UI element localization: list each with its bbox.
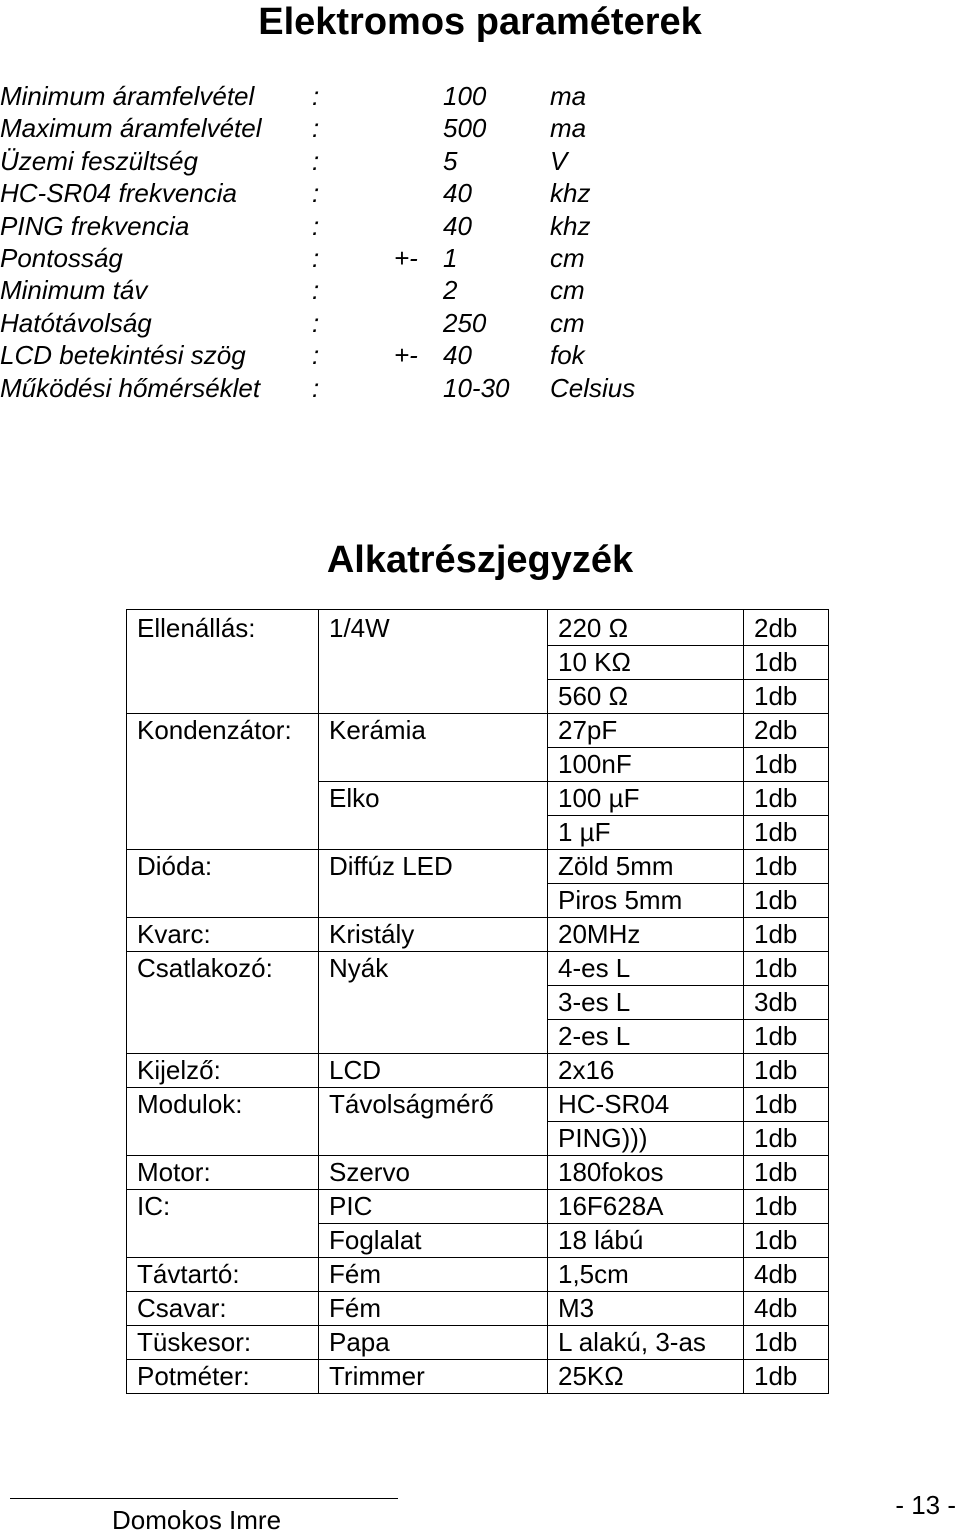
parameter-tolerance: +- [394,340,418,371]
part-category [127,680,319,714]
part-quantity: 3db [744,986,829,1020]
part-quantity: 4db [744,1258,829,1292]
parameter-value: 1 [443,242,458,273]
parts-list-table [126,609,829,1394]
part-quantity: 1db [744,1156,829,1190]
part-type: Szervo [319,1156,548,1190]
part-type: LCD [319,1054,548,1088]
page-title: Elektromos paraméterek [258,1,702,43]
part-type: Nyák [319,952,548,986]
part-category: Tüskesor: [127,1326,319,1360]
parameter-value: 10-30 [443,372,510,403]
part-type: Fém [319,1292,548,1326]
parameter-colon: : [312,178,320,209]
table-row [127,1020,829,1054]
parameter-label: LCD betekintési szög [0,340,246,371]
part-value: 2-es L [548,1020,744,1054]
part-type: Trimmer [319,1360,548,1394]
part-category: Csatlakozó: [127,952,319,986]
table-row [127,714,829,748]
part-value: Zöld 5mm [548,850,744,884]
parameter-colon: : [312,275,320,306]
table-row [127,1326,829,1360]
part-type [319,680,548,714]
part-category: Ellenállás: [127,610,319,646]
part-quantity: 1db [744,1020,829,1054]
parameter-label: HC-SR04 frekvencia [0,178,237,209]
part-category: Kijelző: [127,1054,319,1088]
part-value: 16F628A [548,1190,744,1224]
table-row [127,610,829,646]
part-value: Piros 5mm [548,884,744,918]
part-type: Elko [319,782,548,816]
table-row [127,1292,829,1326]
part-category: Kvarc: [127,918,319,952]
parameter-unit: ma [550,81,587,111]
parameter-label: Működési hőmérséklet [0,372,261,403]
part-type: Kristály [319,918,548,952]
table-row [127,1122,829,1156]
table-row [127,1088,829,1122]
part-type: Távolságmérő [319,1088,548,1122]
parameter-colon: : [312,340,320,371]
part-quantity: 1db [744,1360,829,1394]
part-quantity: 4db [744,1292,829,1326]
parameter-row [0,274,700,306]
parameter-unit: cm [550,242,585,273]
parameter-value: 250 [443,307,487,338]
part-quantity: 1db [744,850,829,884]
part-type [319,748,548,782]
part-type: 1/4W [319,610,548,646]
parameter-unit: fok [550,340,585,371]
part-value: 18 lábú [548,1224,744,1258]
part-category: Kondenzátor: [127,714,319,748]
part-type: Kerámia [319,714,548,748]
part-value: 180fokos [548,1156,744,1190]
table-row [127,1258,829,1292]
part-category [127,646,319,680]
part-quantity: 2db [744,610,829,646]
table-row [127,782,829,816]
part-category: Csavar: [127,1292,319,1326]
parameter-label: PING frekvencia [0,210,190,241]
part-category [127,1020,319,1054]
part-quantity: 1db [744,646,829,680]
parameter-unit: V [550,145,568,176]
part-value: L alakú, 3-as [548,1326,744,1360]
part-type [319,1020,548,1054]
part-quantity: 1db [744,816,829,850]
part-category [127,782,319,816]
parameter-colon: : [312,145,320,176]
part-quantity: 1db [744,782,829,816]
part-category: Modulok: [127,1088,319,1122]
parameter-row [0,112,700,144]
table-row [127,1360,829,1394]
table-row [127,884,829,918]
parameter-value: 2 [443,275,458,306]
parameter-row [0,372,700,404]
table-row [127,1156,829,1190]
parameter-unit: ma [550,113,587,144]
parameter-colon: : [312,372,320,403]
part-quantity: 1db [744,918,829,952]
part-value: 100 µF [548,782,744,816]
parameter-colon: : [312,307,320,338]
part-type: Diffúz LED [319,850,548,884]
part-value: 20MHz [548,918,744,952]
parameter-value: 5 [443,145,458,176]
part-value: 3-es L [548,986,744,1020]
part-value: PING))) [548,1122,744,1156]
parameter-label: Üzemi feszültség [0,145,198,176]
table-row [127,918,829,952]
part-value: 10 KΩ [548,646,744,680]
part-type [319,986,548,1020]
part-value: 27pF [548,714,744,748]
part-value: 1,5cm [548,1258,744,1292]
parameter-value: 40 [443,340,472,371]
part-value: 2x16 [548,1054,744,1088]
table-row [127,748,829,782]
parameter-unit: Celsius [550,372,636,403]
table-row [127,680,829,714]
parameter-colon: : [312,210,320,241]
part-category: Potméter: [127,1360,319,1394]
footer-author: Domokos Imre [112,1505,282,1535]
part-value: 4-es L [548,952,744,986]
parameter-unit: cm [550,307,585,338]
table-row [127,816,829,850]
parameter-row [0,177,700,209]
part-quantity: 1db [744,1122,829,1156]
part-quantity: 1db [744,1088,829,1122]
part-quantity: 1db [744,884,829,918]
parameter-label: Minimum áramfelvétel [0,81,255,111]
table-row [127,986,829,1020]
part-category: IC: [127,1190,319,1224]
part-quantity: 1db [744,952,829,986]
part-value: 560 Ω [548,680,744,714]
part-quantity: 1db [744,1224,829,1258]
parameter-value: 40 [443,178,472,209]
part-type: Papa [319,1326,548,1360]
table-row [127,952,829,986]
part-quantity: 1db [744,1054,829,1088]
part-value: HC-SR04 [548,1088,744,1122]
part-type [319,1122,548,1156]
part-value: 220 Ω [548,610,744,646]
parameter-label: Minimum táv [0,275,148,306]
parameter-value: 40 [443,210,472,241]
parameter-unit: cm [550,275,585,306]
parameter-row [0,80,700,112]
parameter-label: Maximum áramfelvétel [0,113,262,144]
table-row [127,1054,829,1088]
electrical-parameters-list [0,80,700,404]
parameter-unit: khz [550,210,591,241]
part-category [127,816,319,850]
part-category: Motor: [127,1156,319,1190]
part-quantity: 2db [744,714,829,748]
parameter-row [0,145,700,177]
parameter-row [0,210,700,242]
parameter-row [0,307,700,339]
part-type: Fém [319,1258,548,1292]
parameter-value: 100 [443,81,487,111]
page-number: - 13 - [895,1490,956,1520]
parameter-colon: : [312,242,320,273]
part-type: Foglalat [319,1224,548,1258]
part-type: PIC [319,1190,548,1224]
table-row [127,850,829,884]
part-value: 100nF [548,748,744,782]
part-category: Távtartó: [127,1258,319,1292]
part-quantity: 1db [744,748,829,782]
parameter-label: Hatótávolság [0,307,152,338]
part-category [127,1224,319,1258]
part-category [127,1122,319,1156]
parameter-unit: khz [550,178,591,209]
parameter-row [0,242,700,274]
part-category [127,986,319,1020]
part-value: M3 [548,1292,744,1326]
footer-rule [10,1498,398,1499]
parameter-value: 500 [443,113,487,144]
table-row [127,646,829,680]
part-category [127,884,319,918]
part-type [319,646,548,680]
parameter-label: Pontosság [0,242,123,273]
table-row [127,1190,829,1224]
parts-list-title: Alkatrészjegyzék [326,539,634,581]
part-category: Dióda: [127,850,319,884]
parameter-row [0,339,700,371]
parameter-colon: : [312,81,320,111]
part-value: 25KΩ [548,1360,744,1394]
part-quantity: 1db [744,680,829,714]
parameter-colon: : [312,113,320,144]
table-row [127,1224,829,1258]
part-type [319,884,548,918]
parameter-tolerance: +- [394,242,418,273]
part-value: 1 µF [548,816,744,850]
part-quantity: 1db [744,1326,829,1360]
part-type [319,816,548,850]
part-category [127,748,319,782]
part-quantity: 1db [744,1190,829,1224]
